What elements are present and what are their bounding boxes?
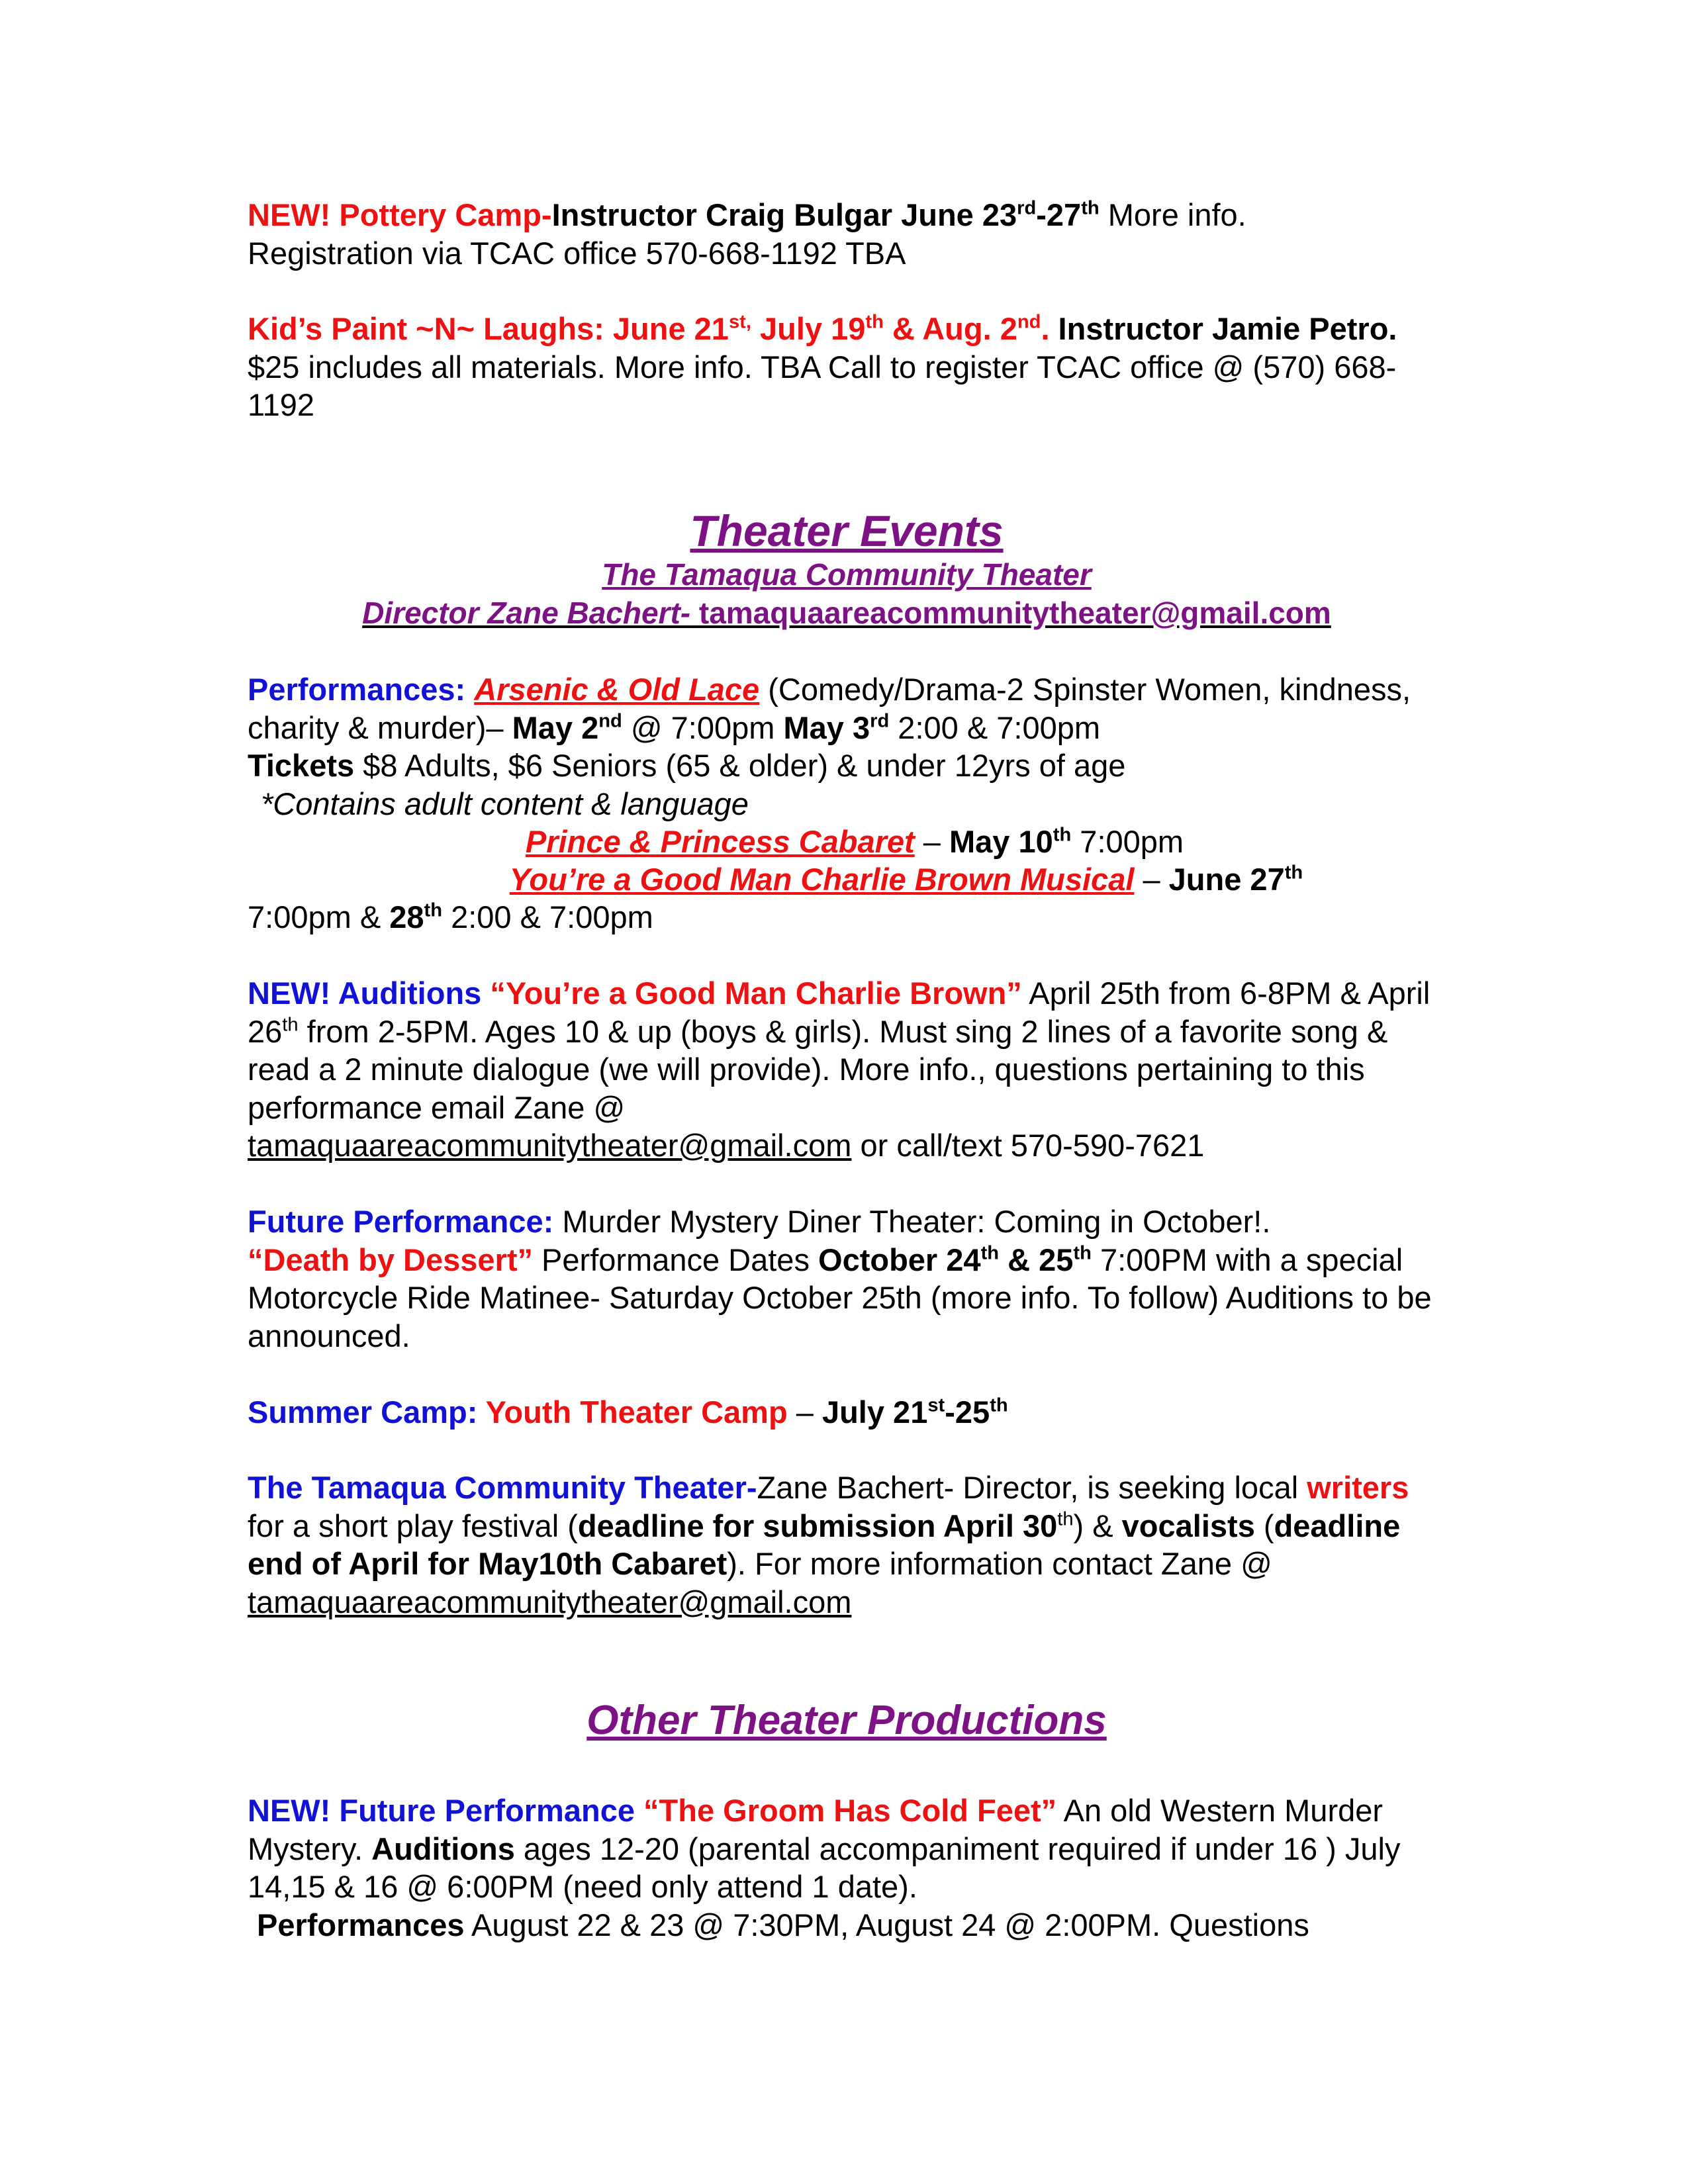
summer-camp-dash: – — [787, 1394, 822, 1430]
writers-word: writers — [1307, 1470, 1409, 1505]
may3-date: May 3 — [774, 709, 870, 745]
kids-paint-dot: . — [1041, 311, 1050, 346]
kids-paint-july: July 19 — [751, 311, 866, 346]
october-24-date: October 24 — [818, 1242, 981, 1277]
kids-paint-th-sup: th — [865, 311, 884, 333]
pottery-dash: -27 — [1036, 197, 1082, 232]
writers-dash: - — [746, 1470, 757, 1505]
charlie-brown-time1: 7:00pm & — [248, 899, 381, 934]
future-performance-text: Murder Mystery Diner Theater: Coming in October!. — [553, 1204, 1271, 1239]
kids-paint-title: Kid’s Paint ~N~ Laughs: June 21 — [248, 311, 729, 346]
auditions-dates: April 25th from 6-8PM & April 26 — [248, 976, 1430, 1049]
future-performance-paragraph — [248, 1203, 1446, 1355]
charlie-brown-th2-sup: th — [424, 899, 443, 921]
theater-events-heading: Theater Events — [690, 506, 1004, 555]
summer-camp-paragraph — [248, 1393, 1446, 1432]
show-cabaret-th-sup: th — [1053, 824, 1072, 846]
kids-paint-paragraph — [248, 310, 1446, 424]
auditions-th-sup: th — [282, 1014, 299, 1036]
writers-th-sup: th — [1057, 1508, 1074, 1530]
death-by-dessert-title: “Death by Dessert” — [248, 1242, 533, 1277]
show-cabaret-date: May 10 — [949, 824, 1053, 859]
tickets-prices: $8 Adults, $6 Seniors (65 & older) & under 12yrs of age — [354, 748, 1126, 783]
performance-dates-label: Performance Dates — [533, 1242, 819, 1277]
other-production-paragraph — [248, 1792, 1446, 1944]
groom-description: An old Western Murder Mystery. — [248, 1793, 1383, 1866]
show-arsenic-title: Arsenic & Old Lace — [474, 672, 760, 707]
future-performance-label: Future Performance: — [248, 1204, 554, 1239]
pottery-new-label: NEW! Pottery Camp- — [248, 197, 552, 232]
theater-subheading: The Tamaqua Community Theater — [602, 557, 1092, 592]
october-24-th-sup: th — [980, 1242, 1000, 1264]
show-cabaret-line — [248, 823, 1454, 861]
performances-paragraph — [248, 670, 1446, 823]
october-25-th-sup: th — [1073, 1242, 1092, 1264]
writers-email-link[interactable]: tamaquaareacommunitytheater@gmail.com — [248, 1584, 852, 1619]
may3-times: 2:00 & 7:00pm — [889, 709, 1101, 745]
show-charlie-brown-line — [248, 860, 1505, 899]
show-charlie-brown-dash: – — [1134, 862, 1169, 897]
pottery-registration: Registration via TCAC office 570-668-1192 TBA — [248, 235, 906, 271]
director-line — [248, 594, 1446, 633]
tickets-label: Tickets — [248, 748, 355, 783]
writers-contact-text: ). For more information contact Zane @ — [727, 1546, 1272, 1581]
kids-paint-instructor: Instructor Jamie Petro. — [1049, 311, 1397, 346]
show-arsenic-description: (Comedy/Drama-2 Spinster Women, kindness, charity & murder)– — [248, 672, 1411, 745]
auditions-email-link[interactable]: tamaquaareacommunitytheater@gmail.com — [248, 1128, 852, 1163]
auditions-show-title: “You’re a Good Man Charlie Brown” — [481, 976, 1022, 1011]
groom-auditions-label: Auditions — [371, 1831, 515, 1866]
charlie-brown-date2: 28 — [381, 899, 424, 934]
may2-time: @ 7:00pm — [622, 709, 775, 745]
summer-camp-date: July 21 — [821, 1394, 928, 1430]
groom-performances-label: Performances — [257, 1907, 465, 1942]
show-charlie-brown-title: You’re a Good Man Charlie Brown Musical — [509, 862, 1135, 897]
pottery-instructor: Instructor Craig Bulgar June 23 — [551, 197, 1017, 232]
pottery-camp-paragraph — [248, 196, 1446, 272]
groom-auditions-details: ages 12-20 (parental accompaniment required if under 16 ) July 14,15 & 16 @ 6:00PM (need only attend 1 date). — [248, 1831, 1401, 1904]
summer-camp-st-sup: st — [927, 1394, 945, 1416]
kids-paint-aug: & Aug. 2 — [883, 311, 1017, 346]
performances-label: Performances: — [248, 672, 466, 707]
writers-festival-text: for a short play festival ( — [248, 1508, 578, 1543]
writers-intro: Zane Bachert- Director, is seeking local — [757, 1470, 1307, 1505]
auditions-paragraph — [248, 974, 1446, 1165]
writers-connector: ) & — [1073, 1508, 1122, 1543]
auditions-details: from 2-5PM. Ages 10 & up (boys & girls). Must sing 2 lines of a favorite song & read a 2 minute dialogue (we will provide). More info., questions pertaining to this performance email Zane @ — [248, 1013, 1388, 1125]
pottery-th-sup: th — [1081, 197, 1100, 219]
vocalists-paren: ( — [1254, 1508, 1274, 1543]
adult-content-note: *Contains adult content & language — [261, 786, 749, 821]
pottery-more-info: More info. — [1099, 197, 1246, 232]
show-charlie-brown-times — [248, 898, 1446, 936]
may3-rd-sup: rd — [870, 710, 890, 732]
show-cabaret-title: Prince & Princess Cabaret — [525, 824, 915, 859]
may2-nd-sup: nd — [598, 710, 622, 732]
director-email-link[interactable]: tamaquaareacommunitytheater@gmail.com — [690, 596, 1331, 630]
other-productions-heading: Other Theater Productions — [586, 1698, 1107, 1743]
auditions-label: NEW! Auditions — [248, 976, 482, 1011]
kids-paint-st-sup: st, — [728, 311, 751, 333]
youth-theater-camp-title: Youth Theater Camp — [477, 1394, 788, 1430]
summer-camp-date2: -25 — [945, 1394, 990, 1430]
groom-cold-feet-title: “The Groom Has Cold Feet” — [634, 1793, 1057, 1828]
charlie-brown-time2: 2:00 & 7:00pm — [442, 899, 653, 934]
kids-paint-details: $25 includes all materials. More info. TBA Call to register TCAC office @ (570) 668-1192 — [248, 349, 1397, 422]
director-name: Director Zane Bachert- — [362, 596, 691, 630]
writers-deadline: deadline for submission April 30 — [577, 1508, 1058, 1543]
writers-paragraph — [248, 1469, 1446, 1621]
pottery-rd-sup: rd — [1017, 197, 1037, 219]
vocalists-word: vocalists — [1121, 1508, 1255, 1543]
summer-camp-th-sup: th — [990, 1394, 1008, 1416]
summer-camp-label: Summer Camp: — [248, 1394, 478, 1430]
future-performance-details: 7:00PM with a special Motorcycle Ride Matinee- Saturday October 25th (more info. To follow) Auditions to be announced. — [248, 1242, 1432, 1353]
writers-org-name: The Tamaqua Community Theater — [248, 1470, 747, 1505]
show-charlie-brown-date: June 27 — [1168, 862, 1285, 897]
vocalists-deadline: deadline end of April for May10th Cabaret — [248, 1508, 1401, 1581]
october-25-date: & 25 — [999, 1242, 1074, 1277]
groom-performances-details: August 22 & 23 @ 7:30PM, August 24 @ 2:00PM. Questions — [464, 1907, 1309, 1942]
auditions-phone: or call/text 570-590-7621 — [851, 1128, 1205, 1163]
other-future-performance-label: NEW! Future Performance — [248, 1793, 635, 1828]
show-charlie-brown-th-sup: th — [1284, 862, 1303, 884]
show-cabaret-time: 7:00pm — [1071, 824, 1184, 859]
show-cabaret-dash: – — [914, 824, 949, 859]
may2-date: May 2 — [503, 709, 599, 745]
kids-paint-nd-sup: nd — [1017, 311, 1041, 333]
